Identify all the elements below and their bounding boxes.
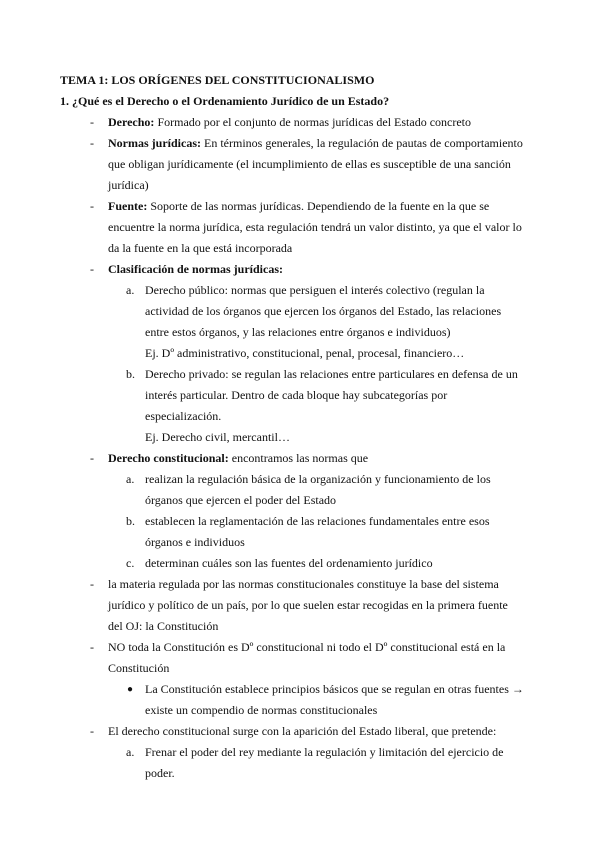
derecho-publico-example: Ej. Dº administrativo, constitucional, penal, procesal, financiero… xyxy=(145,346,465,360)
list-marker-c: c. xyxy=(126,556,135,570)
bullet-dot: ● xyxy=(127,684,134,695)
bullet-dash: - xyxy=(90,577,94,591)
bullet-dash: - xyxy=(90,199,94,213)
item-clasificacion-label: Clasificación de normas jurídicas: xyxy=(108,262,283,276)
principios-line: existe un compendio de normas constitucionales xyxy=(145,703,378,717)
item-no-toda-line: Constitución xyxy=(108,661,170,675)
item-fuente-line: da la fuente en la que está incorporada xyxy=(108,241,293,255)
list-marker-b: b. xyxy=(126,514,135,528)
constitucional-a-line: órganos que ejercen el poder del Estado xyxy=(145,493,337,507)
document-title: TEMA 1: LOS ORÍGENES DEL CONSTITUCIONALISMO xyxy=(60,73,375,87)
item-fuente-line: Fuente: Soporte de las normas jurídicas. Dependiendo de la fuente en la que se xyxy=(108,199,490,213)
item-normas-line: Normas jurídicas: En términos generales, la regulación de pautas de comportamiento xyxy=(108,136,523,150)
item-materia-line: jurídico y político de un país, por lo que suelen estar recogidas en la primera fuente xyxy=(108,598,508,612)
bullet-dash: - xyxy=(90,640,94,654)
derecho-publico-line: Derecho público: normas que persiguen el interés colectivo (regulan la xyxy=(145,283,485,297)
constitucional-b-line: establecen la reglamentación de las relaciones fundamentales entre esos xyxy=(145,514,490,528)
item-normas-line: que obligan jurídicamente (el incumplimiento de ellas es susceptible de una sanción xyxy=(108,157,511,171)
constitucional-c-line: determinan cuáles son las fuentes del ordenamiento jurídico xyxy=(145,556,433,570)
item-derecho: Derecho: Formado por el conjunto de normas jurídicas del Estado concreto xyxy=(108,115,472,129)
bullet-dash: - xyxy=(90,451,94,465)
item-fuente-line: encuentre la norma jurídica, esta regulación tendrá un valor distinto, ya que el valor lo xyxy=(108,220,522,234)
derecho-privado-line: interés particular. Dentro de cada bloque hay subcategorías por xyxy=(145,388,448,402)
bullet-dash: - xyxy=(90,724,94,738)
item-materia-line: la materia regulada por las normas constitucionales constituye la base del sistema xyxy=(108,577,499,591)
derecho-privado-line: Derecho privado: se regulan las relaciones entre particulares en defensa de un xyxy=(145,367,518,381)
item-constitucional: Derecho constitucional: encontramos las normas que xyxy=(108,451,369,465)
derecho-privado-example: Ej. Derecho civil, mercantil… xyxy=(145,430,290,444)
item-surge-line: El derecho constitucional surge con la aparición del Estado liberal, que pretende: xyxy=(108,724,497,738)
derecho-privado-line: especialización. xyxy=(145,409,222,423)
constitucional-b-line: órganos e individuos xyxy=(145,535,245,549)
list-marker-a: a. xyxy=(126,472,135,486)
surge-a-line: Frenar el poder del rey mediante la regulación y limitación del ejercicio de xyxy=(145,745,504,759)
derecho-publico-line: entre estos órganos, y las relaciones entre órganos e individuos) xyxy=(145,325,451,339)
section-heading: 1. ¿Qué es el Derecho o el Ordenamiento Jurídico de un Estado? xyxy=(60,94,390,108)
item-no-toda-line: NO toda la Constitución es Dº constitucional ni todo el Dº constitucional está en la xyxy=(108,640,506,654)
surge-a-line: poder. xyxy=(145,766,175,780)
item-materia-line: del OJ: la Constitución xyxy=(108,619,219,633)
constitucional-a-line: realizan la regulación básica de la organización y funcionamiento de los xyxy=(145,472,491,486)
bullet-dash: - xyxy=(90,115,94,129)
item-normas-line: jurídica) xyxy=(108,178,149,192)
principios-line: La Constitución establece principios básicos que se regulan en otras fuentes → xyxy=(145,682,524,696)
list-marker-a: a. xyxy=(126,283,135,297)
list-marker-b: b. xyxy=(126,367,135,381)
bullet-dash: - xyxy=(90,262,94,276)
derecho-publico-line: actividad de los órganos que ejercen los órganos del Estado, las relaciones xyxy=(145,304,502,318)
list-marker-a: a. xyxy=(126,745,135,759)
bullet-dash: - xyxy=(90,136,94,150)
